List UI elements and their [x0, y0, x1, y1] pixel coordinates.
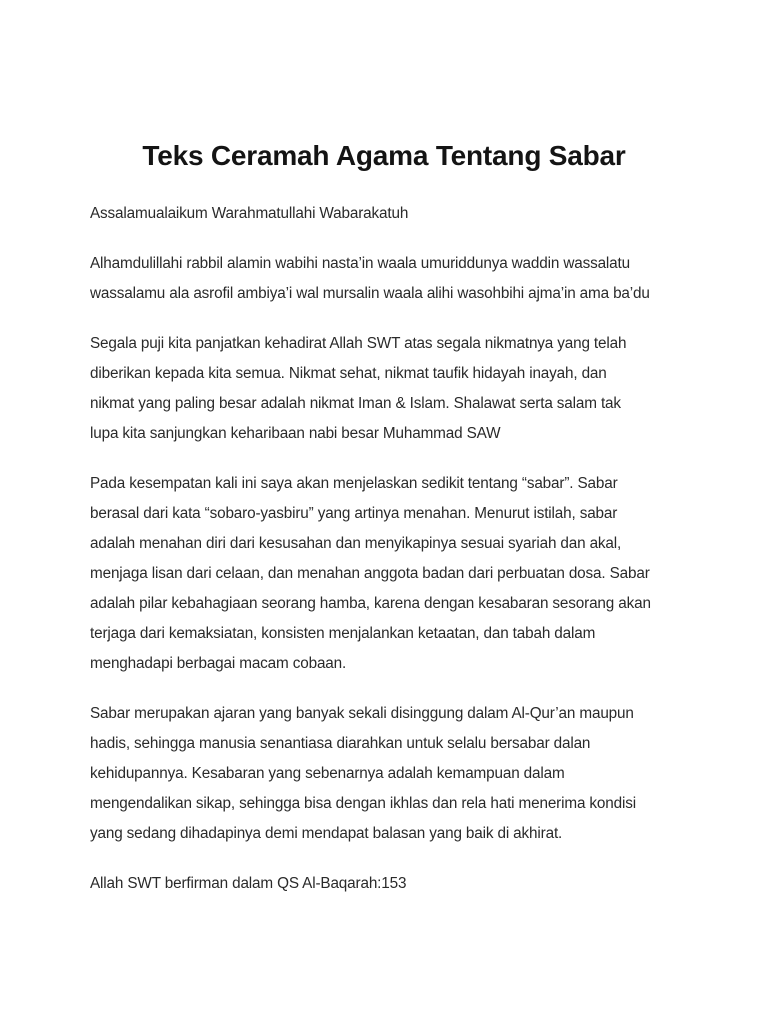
text-line: yang sedang dihadapinya demi mendapat balasan yang baik di akhirat.: [90, 825, 563, 842]
text-line: berasal dari kata “sobaro-yasbiru” yang artinya menahan. Menurut istilah, sabar: [90, 505, 618, 522]
paragraph-definition: [90, 469, 710, 679]
text-line: terjaga dari kemaksiatan, konsisten menjalankan ketaatan, dan tabah dalam: [90, 625, 596, 642]
text-line: diberikan kepada kita semua. Nikmat sehat, nikmat taufik hidayah inayah, dan: [90, 365, 607, 382]
text-line: wassalamu ala asrofil ambiya’i wal mursalin waala alihi wasohbihi ajma’in ama ba’du: [90, 285, 650, 302]
text-line: adalah pilar kebahagiaan seorang hamba, karena dengan kesabaran sesorang akan: [90, 595, 651, 612]
paragraph-greeting: [90, 199, 710, 229]
paragraph-teaching: [90, 699, 710, 849]
document-body: [90, 199, 710, 919]
text-line: Pada kesempatan kali ini saya akan menjelaskan sedikit tentang “sabar”. Sabar: [90, 475, 618, 492]
text-line: menghadapi berbagai macam cobaan.: [90, 655, 347, 672]
text-line: kehidupannya. Kesabaran yang sebenarnya adalah kemampuan dalam: [90, 765, 565, 782]
text-line: menjaga lisan dari celaan, dan menahan anggota badan dari perbuatan dosa. Sabar: [90, 565, 650, 582]
paragraph-praise: [90, 329, 710, 449]
text-line: Assalamualaikum Warahmatullahi Wabarakatuh: [90, 205, 409, 222]
text-line: Sabar merupakan ajaran yang banyak sekali disinggung dalam Al-Qur’an maupun: [90, 705, 634, 722]
text-line: lupa kita sanjungkan keharibaan nabi besar Muhammad SAW: [90, 425, 501, 442]
text-line: mengendalikan sikap, sehingga bisa dengan ikhlas dan rela hati menerima kondisi: [90, 795, 636, 812]
text-line: nikmat yang paling besar adalah nikmat Iman & Islam. Shalawat serta salam tak: [90, 395, 621, 412]
text-line: Segala puji kita panjatkan kehadirat Allah SWT atas segala nikmatnya yang telah: [90, 335, 627, 352]
paragraph-opening-prayer: [90, 249, 710, 309]
text-line: Alhamdulillahi rabbil alamin wabihi nasta’in waala umuriddunya waddin wassalatu: [90, 255, 630, 272]
text-line: adalah menahan diri dari kesusahan dan menyikapinya sesuai syariah dan akal,: [90, 535, 622, 552]
paragraph-quran-reference: [90, 869, 710, 899]
text-line: Allah SWT berfirman dalam QS Al-Baqarah:153: [90, 875, 407, 892]
text-line: hadis, sehingga manusia senantiasa diarahkan untuk selalu bersabar dalan: [90, 735, 591, 752]
document-title: Teks Ceramah Agama Tentang Sabar: [142, 140, 626, 171]
